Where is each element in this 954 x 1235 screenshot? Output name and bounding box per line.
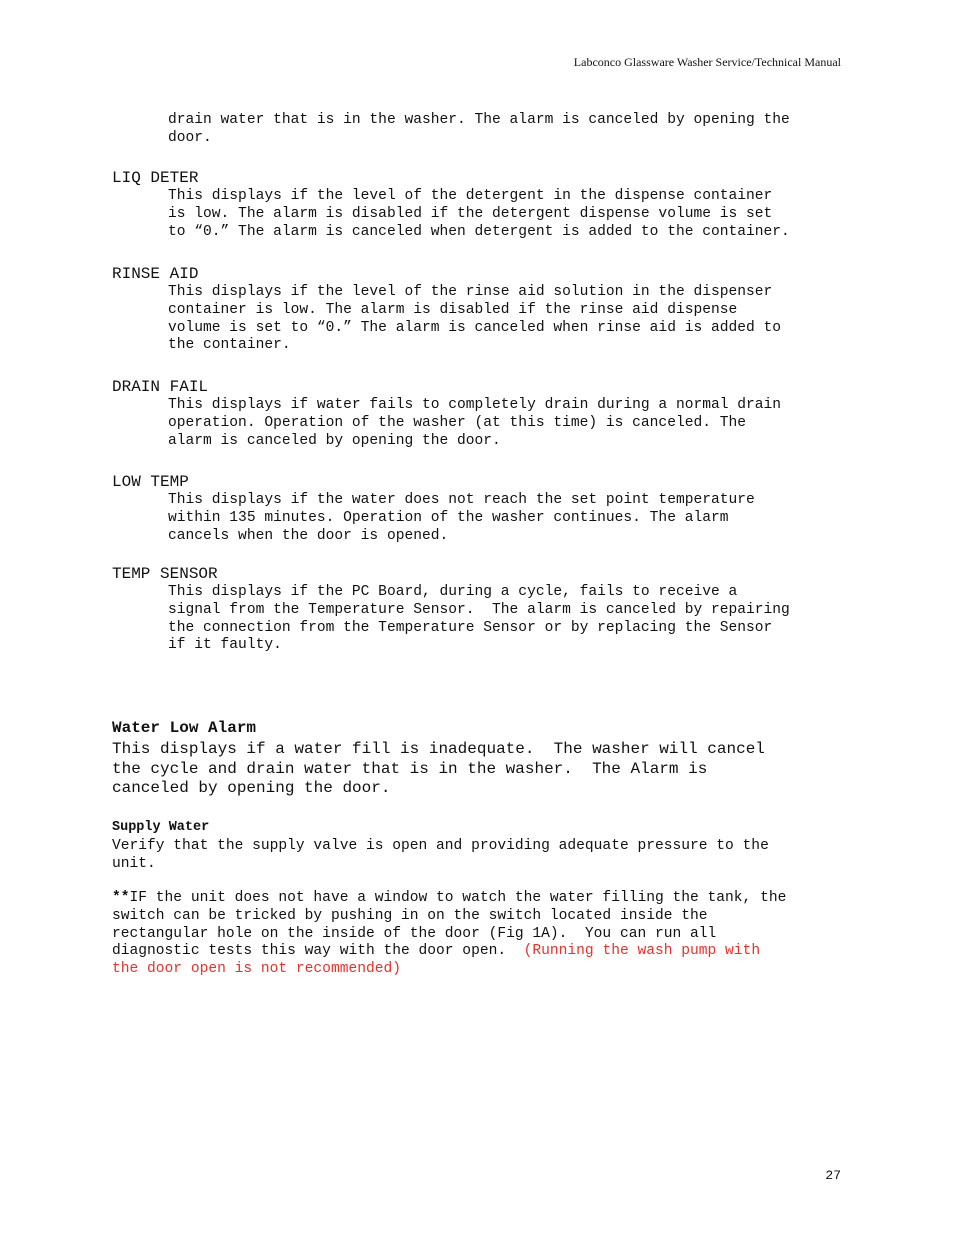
door-switch-note — [112, 890, 786, 979]
alarm-heading: TEMP SENSOR — [112, 565, 218, 583]
supply-water-body: Verify that the supply valve is open and providing adequate pressure to the unit. — [112, 838, 769, 872]
supply-water-title: Supply Water — [112, 820, 210, 835]
alarm-heading: LOW TEMP — [112, 473, 189, 491]
water-low-alarm-title: Water Low Alarm — [112, 719, 257, 737]
alarm-description: This displays if the PC Board, during a cycle, fails to receive a signal from the Temperature Sensor. The alarm is canceled by repairing the connection from the Temperature Sensor or by replacing the Sensor if it faulty. — [168, 584, 790, 654]
alarm-description: This displays if the water does not reach the set point temperature within 135 minutes. Operation of the washer continues. The alarm cancels when the door is opened. — [168, 492, 755, 544]
intro-text: drain water that is in the washer. The alarm is canceled by opening the door. — [168, 112, 790, 146]
alarm-heading: LIQ DETER — [112, 169, 199, 187]
note-warning: (Running the wash pump with the door open is not recommended) — [112, 943, 761, 978]
water-low-alarm-body: This displays if a water fill is inadequate. The washer will cancel the cycle and drain water that is in the washer. The Alarm is canceled by opening the door. — [112, 740, 765, 798]
note-marker: ** — [112, 890, 130, 906]
alarm-heading: RINSE AID — [112, 265, 199, 283]
alarm-liq-deter — [112, 169, 790, 241]
page-header: Labconco Glassware Washer Service/Technical Manual — [573, 55, 841, 69]
page-number: 27 — [825, 1168, 841, 1183]
alarm-rinse-aid — [112, 265, 781, 355]
alarm-temp-sensor — [112, 565, 790, 655]
alarm-low-temp — [112, 473, 755, 545]
alarm-description: This displays if water fails to completely drain during a normal drain operation. Operation of the washer (at this time) is canceled. The alarm is canceled by opening the door. — [168, 397, 782, 449]
alarm-heading: DRAIN FAIL — [112, 378, 209, 396]
alarm-description: This displays if the level of the rinse aid solution in the dispenser container is low. The alarm is disabled if the rinse aid dispense volume is set to “0.” The alarm is canceled when rinse aid is added to the container. — [168, 284, 782, 354]
alarm-drain-fail — [112, 378, 781, 450]
note-text: IF the unit does not have a window to watch the water filling the tank, the switch can be tricked by pushing in on the switch located inside the rectangular hole on the inside of the door (Fig 1A). You can run all diagnostic tests this way with the door open. — [112, 890, 787, 960]
alarm-description: This displays if the level of the detergent in the dispense container is low. The alarm is disabled if the detergent dispense volume is set to “0.” The alarm is canceled when detergent is added to the container. — [168, 188, 790, 240]
